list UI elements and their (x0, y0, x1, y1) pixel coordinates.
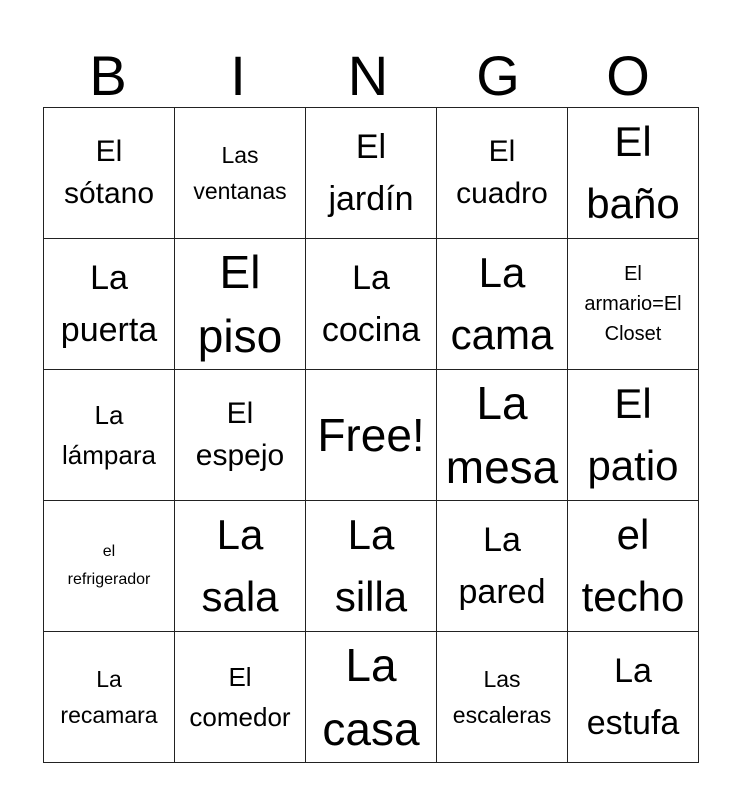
board-row (44, 501, 699, 632)
bingo-cell[interactable] (437, 632, 568, 763)
cell-label: La casa (322, 639, 420, 755)
bingo-cell[interactable] (568, 501, 699, 632)
board-row (44, 370, 699, 501)
header-letter-n: N (347, 44, 389, 107)
bingo-cell[interactable] (568, 370, 699, 501)
cell-label: La estufa (586, 652, 680, 742)
cell-label: Las ventanas (193, 142, 287, 204)
cell-label: el techo (581, 511, 685, 620)
bingo-cell[interactable] (44, 108, 175, 239)
cell-label: El piso (197, 246, 283, 362)
cell-label: El armario=El Closet (584, 263, 682, 345)
bingo-cell[interactable] (44, 370, 175, 501)
free-space[interactable] (306, 370, 437, 501)
bingo-cell[interactable] (306, 108, 437, 239)
cell-label: El patio (587, 380, 679, 489)
bingo-cell[interactable] (175, 108, 306, 239)
cell-label: La lámpara (62, 400, 156, 470)
bingo-cell[interactable] (175, 239, 306, 370)
bingo-cell[interactable] (437, 501, 568, 632)
cell-label: El baño (586, 118, 680, 227)
cell-label: el refrigerador (67, 543, 151, 588)
bingo-cell[interactable] (306, 632, 437, 763)
bingo-cell[interactable] (44, 501, 175, 632)
cell-label: El jardín (328, 128, 414, 218)
board-row (44, 632, 699, 763)
bingo-cell[interactable] (44, 632, 175, 763)
bingo-cell[interactable] (437, 239, 568, 370)
bingo-cell[interactable] (306, 239, 437, 370)
cell-label: La mesa (445, 377, 559, 493)
bingo-cell[interactable] (175, 501, 306, 632)
board-row (44, 108, 699, 239)
bingo-cell[interactable] (306, 501, 437, 632)
cell-label: El cuadro (456, 135, 548, 210)
board-row (44, 239, 699, 370)
bingo-board (43, 107, 699, 763)
cell-label: La puerta (60, 259, 158, 349)
bingo-cell[interactable] (175, 632, 306, 763)
bingo-cell[interactable] (44, 239, 175, 370)
cell-label: La cocina (321, 259, 421, 349)
header-letter-g: G (476, 44, 520, 107)
bingo-cell[interactable] (568, 632, 699, 763)
header-letter-o: O (606, 44, 650, 107)
cell-label: La pared (458, 521, 546, 611)
header-letter-b: B (89, 44, 127, 107)
cell-label: El espejo (195, 397, 285, 472)
bingo-cell[interactable] (437, 370, 568, 501)
cell-label: La cama (450, 249, 554, 358)
cell-label: Free! (317, 409, 425, 461)
cell-label: La sala (201, 511, 279, 620)
cell-label: El sótano (63, 135, 155, 210)
cell-label: La recamara (60, 666, 158, 728)
cell-label: Las escaleras (452, 666, 552, 728)
bingo-header (43, 44, 693, 108)
bingo-cell[interactable] (175, 370, 306, 501)
cell-label: El comedor (189, 662, 291, 732)
bingo-cell[interactable] (437, 108, 568, 239)
bingo-cell[interactable] (568, 108, 699, 239)
bingo-cell[interactable] (568, 239, 699, 370)
header-letter-i: I (230, 44, 246, 107)
cell-label: La silla (334, 511, 408, 620)
